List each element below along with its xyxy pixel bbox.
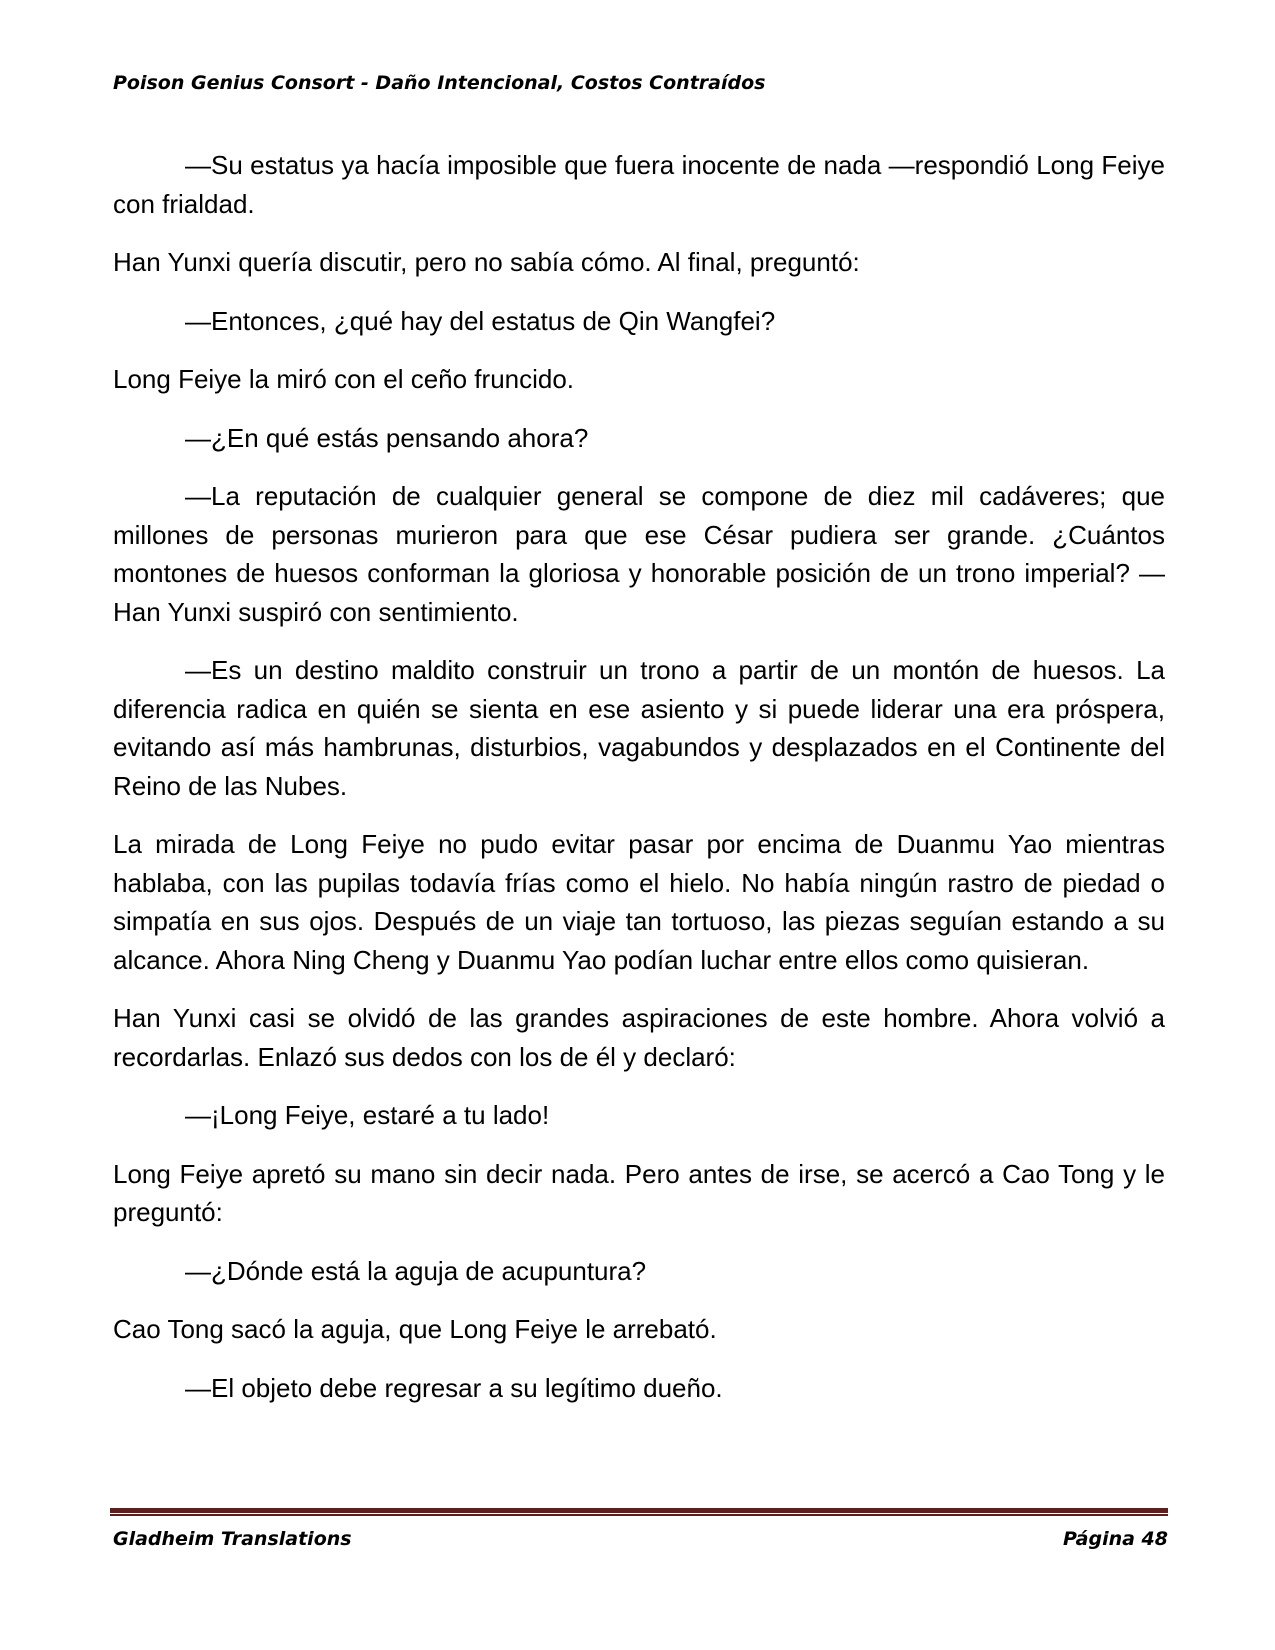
paragraph: La mirada de Long Feiye no pudo evitar pasar por encima de Duanmu Yao mientras hablaba, con las pupilas todavía frías como el hielo. No había ningún rastro de piedad o simpatía en sus ojos. Después de un viaje tan tortuoso, las piezas seguían estando a su alcance. Ahora Ning Cheng y Duanmu Yao podían luchar entre ellos como quisieran.: [113, 829, 1165, 975]
paragraph: —La reputación de cualquier general se compone de diez mil cadáveres; que millones de personas murieron para que ese César pudiera ser grande. ¿Cuántos montones de huesos conforman la gloriosa y honorable posición de un trono imperial? —Han Yunxi suspiró con sentimiento.: [113, 481, 1165, 627]
paragraph: Long Feiye la miró con el ceño fruncido.: [113, 364, 575, 394]
document-body: [113, 146, 1165, 1427]
paragraph: Han Yunxi casi se olvidó de las grandes aspiraciones de este hombre. Ahora volvió a recordarlas. Enlazó sus dedos con los de él y declaró:: [113, 1003, 1165, 1072]
paragraph: —¡Long Feiye, estaré a tu lado!: [185, 1100, 550, 1130]
page-header-title: Poison Genius Consort - Daño Intencional, Costos Contraídos: [113, 72, 766, 94]
paragraph: Han Yunxi quería discutir, pero no sabía cómo. Al final, preguntó:: [113, 247, 860, 277]
footer-page-number: Página 48: [1062, 1528, 1168, 1550]
paragraph: —Es un destino maldito construir un trono a partir de un montón de huesos. La diferencia radica en quién se sienta en ese asiento y si puede liderar una era próspera, evitando así más hambrunas, disturbios, vagabundos y desplazados en el Continente del Reino de las Nubes.: [113, 655, 1165, 801]
paragraph: —¿En qué estás pensando ahora?: [185, 422, 589, 453]
paragraph: —Entonces, ¿qué hay del estatus de Qin Wangfei?: [185, 305, 776, 336]
footer-publisher: Gladheim Translations: [113, 1528, 352, 1550]
paragraph: Long Feiye apretó su mano sin decir nada. Pero antes de irse, se acercó a Cao Tong y le preguntó:: [113, 1158, 1165, 1227]
paragraph: Cao Tong sacó la aguja, que Long Feiye le arrebató.: [113, 1314, 717, 1344]
footer-divider: [110, 1508, 1168, 1516]
paragraph: —¿Dónde está la aguja de acupuntura?: [185, 1255, 647, 1286]
paragraph: —El objeto debe regresar a su legítimo dueño.: [185, 1372, 723, 1403]
paragraph: —Su estatus ya hacía imposible que fuera inocente de nada —respondió Long Feiye con frialdad.: [113, 150, 1165, 219]
